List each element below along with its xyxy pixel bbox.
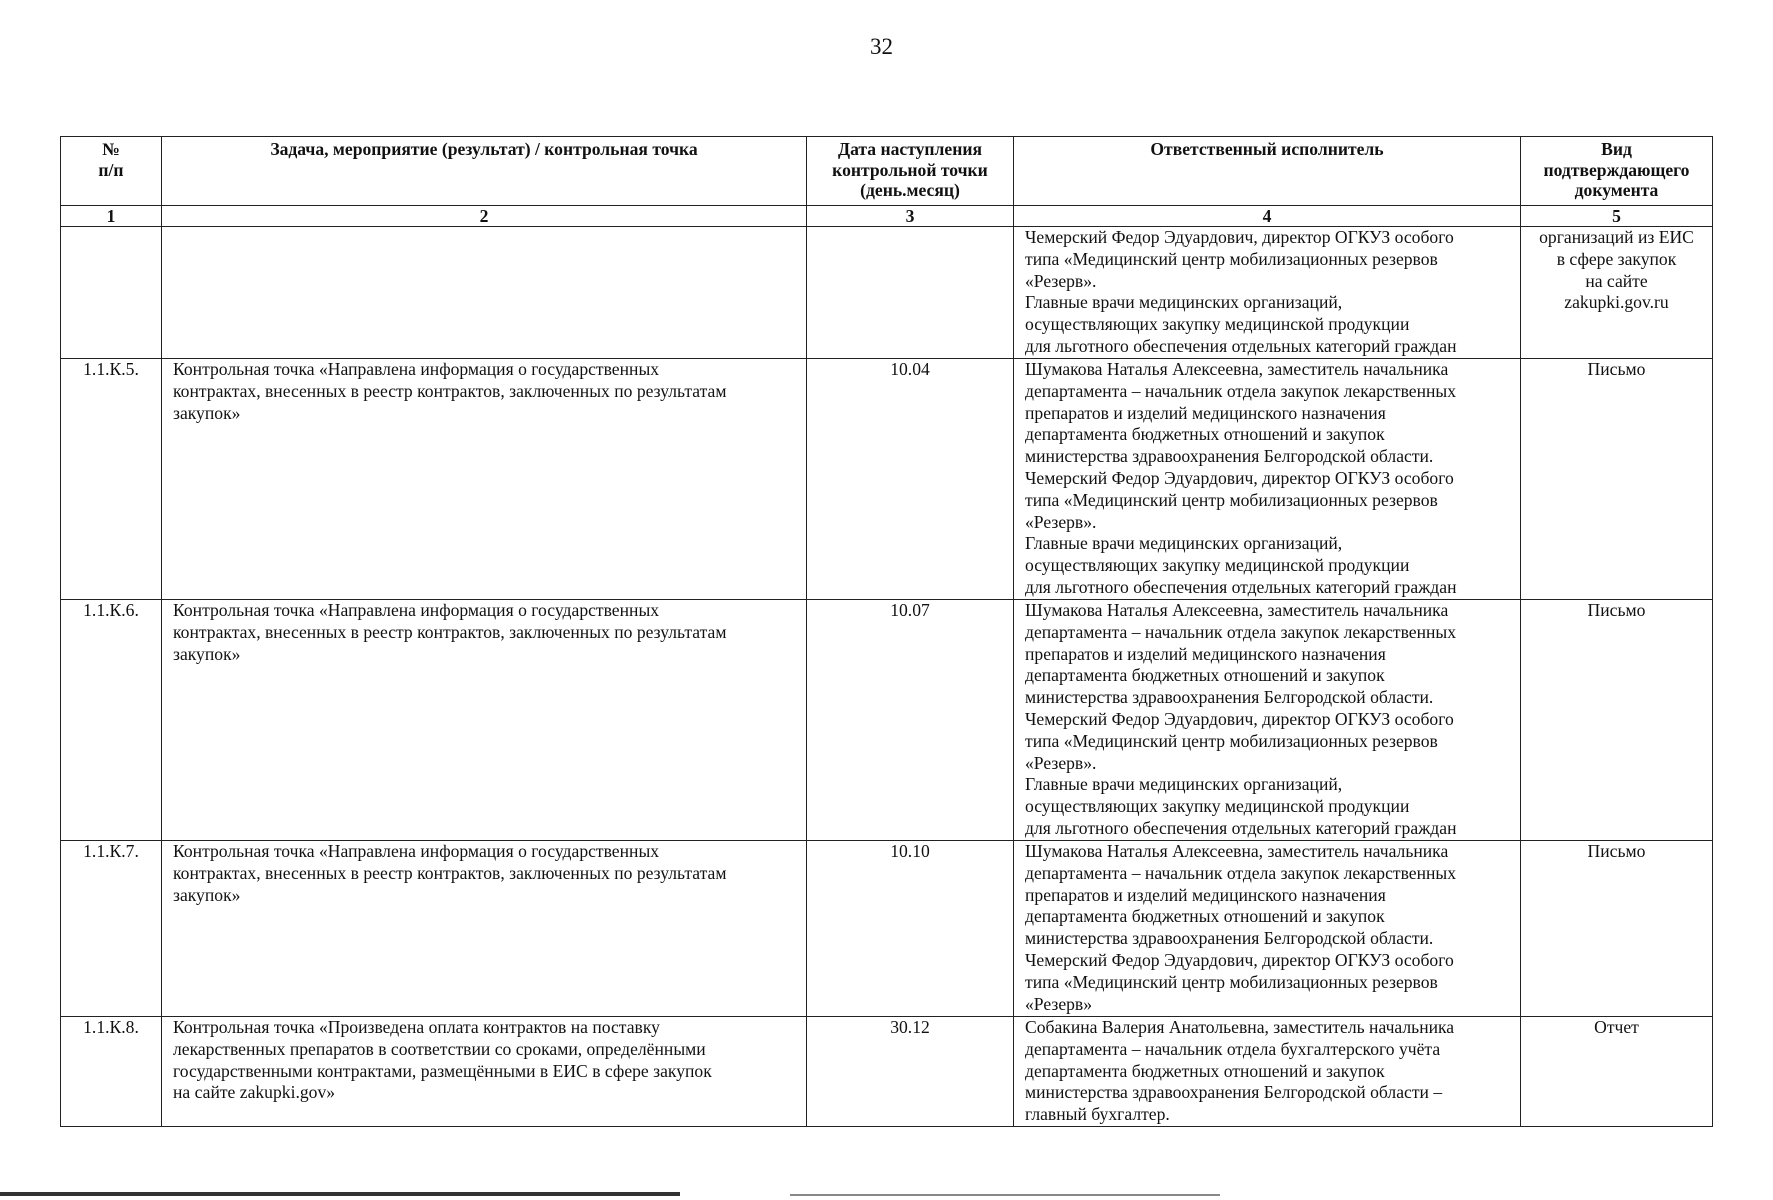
row-document: Письмо <box>1521 600 1713 841</box>
row-document: организаций из ЕИС в сфере закупок на сайте zakupki.gov.ru <box>1521 227 1713 359</box>
header-executor: Ответственный исполнитель <box>1014 137 1521 206</box>
row-date: 10.04 <box>807 359 1014 600</box>
table-row <box>61 359 1713 600</box>
table-header-row <box>61 137 1713 206</box>
table-row <box>61 227 1713 359</box>
row-executor: Шумакова Наталья Алексеевна, заместитель начальника департамента – начальник отдела закупок лекарственных препаратов и изделий медицинского назначения департамента бюджетных отношений и закупок министерства здравоохранения Белгородской области. Чемерский Федор Эдуардович, директор ОГКУЗ особого типа «Медицинский центр мобилизационных резервов «Резерв». Главные врачи медицинских организаций, осуществляющих закупку медицинской продукции для льготного обеспечения отдельных категорий граждан <box>1014 600 1521 841</box>
row-executor: Собакина Валерия Анатольевна, заместитель начальника департамента – начальник отдела бухгалтерского учёта департамента бюджетных отношений и закупок министерства здравоохранения Белгородской области – главный бухгалтер. <box>1014 1017 1521 1127</box>
row-date: 30.12 <box>807 1017 1014 1127</box>
row-task: Контрольная точка «Направлена информация о государственных контрактах, внесенных в реестр контрактов, заключенных по результатам закупок» <box>162 841 807 1017</box>
row-document: Отчет <box>1521 1017 1713 1127</box>
page-number: 32 <box>870 34 893 59</box>
column-number: 2 <box>162 206 807 227</box>
row-date: 10.07 <box>807 600 1014 841</box>
row-number: 1.1.К.7. <box>61 841 162 1017</box>
row-date <box>807 227 1014 359</box>
row-task: Контрольная точка «Направлена информация о государственных контрактах, внесенных в реестр контрактов, заключенных по результатам закупок» <box>162 600 807 841</box>
table-row <box>61 1017 1713 1127</box>
row-document: Письмо <box>1521 841 1713 1017</box>
row-task: Контрольная точка «Произведена оплата контрактов на поставку лекарственных препаратов в соответствии со сроками, определёнными государственными контрактами, размещёнными в ЕИС в сфере закупок на сайте zakupki.gov» <box>162 1017 807 1127</box>
header-number: № п/п <box>61 137 162 206</box>
row-number <box>61 227 162 359</box>
header-document: Вид подтверждающего документа <box>1521 137 1713 206</box>
column-number: 1 <box>61 206 162 227</box>
row-executor: Шумакова Наталья Алексеевна, заместитель начальника департамента – начальник отдела закупок лекарственных препаратов и изделий медицинского назначения департамента бюджетных отношений и закупок министерства здравоохранения Белгородской области. Чемерский Федор Эдуардович, директор ОГКУЗ особого типа «Медицинский центр мобилизационных резервов «Резерв» <box>1014 841 1521 1017</box>
row-number: 1.1.К.6. <box>61 600 162 841</box>
table-row <box>61 600 1713 841</box>
column-number-row <box>61 206 1713 227</box>
row-document: Письмо <box>1521 359 1713 600</box>
row-task: Контрольная точка «Направлена информация о государственных контрактах, внесенных в реестр контрактов, заключенных по результатам закупок» <box>162 359 807 600</box>
row-number: 1.1.К.5. <box>61 359 162 600</box>
header-date: Дата наступления контрольной точки (день.месяц) <box>807 137 1014 206</box>
row-number: 1.1.К.8. <box>61 1017 162 1127</box>
scan-edge-line <box>790 1194 1220 1196</box>
row-executor: Шумакова Наталья Алексеевна, заместитель начальника департамента – начальник отдела закупок лекарственных препаратов и изделий медицинского назначения департамента бюджетных отношений и закупок министерства здравоохранения Белгородской области. Чемерский Федор Эдуардович, директор ОГКУЗ особого типа «Медицинский центр мобилизационных резервов «Резерв». Главные врачи медицинских организаций, осуществляющих закупку медицинской продукции для льготного обеспечения отдельных категорий граждан <box>1014 359 1521 600</box>
control-points-table <box>60 136 1713 1127</box>
row-date: 10.10 <box>807 841 1014 1017</box>
column-number: 3 <box>807 206 1014 227</box>
row-executor: Чемерский Федор Эдуардович, директор ОГКУЗ особого типа «Медицинский центр мобилизационных резервов «Резерв». Главные врачи медицинских организаций, осуществляющих закупку медицинской продукции для льготного обеспечения отдельных категорий граждан <box>1014 227 1521 359</box>
row-task <box>162 227 807 359</box>
header-task: Задача, мероприятие (результат) / контрольная точка <box>162 137 807 206</box>
scan-edge-line <box>0 1192 680 1196</box>
table-row <box>61 841 1713 1017</box>
column-number: 5 <box>1521 206 1713 227</box>
column-number: 4 <box>1014 206 1521 227</box>
